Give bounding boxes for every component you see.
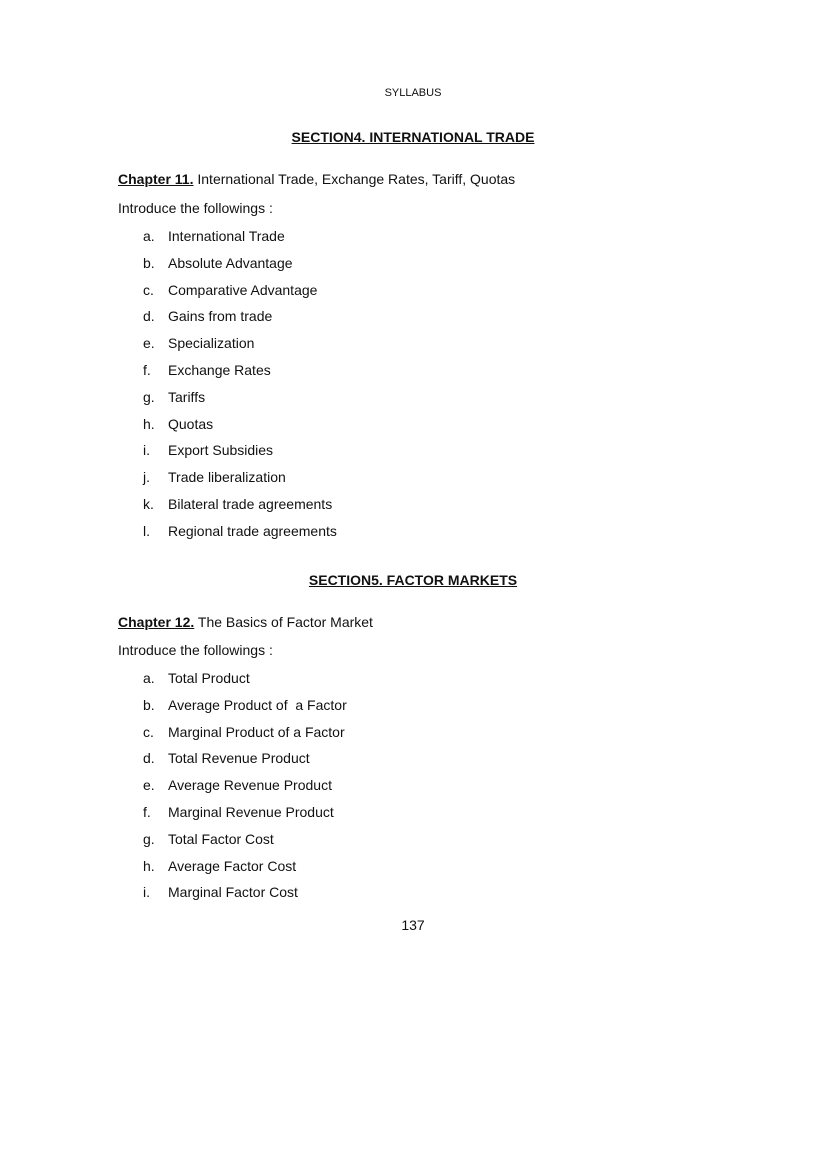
list-item [0, 388, 826, 415]
list-item [0, 361, 826, 388]
list-item-text: Regional trade agreements [168, 522, 337, 539]
list-item-text: Average Factor Cost [168, 857, 297, 874]
list-item [0, 254, 826, 281]
list-item-text: Marginal Factor Cost [168, 884, 298, 901]
chapter-heading [118, 170, 515, 188]
chapter-heading [118, 613, 373, 631]
list-item [0, 522, 826, 549]
list-item [0, 334, 826, 361]
list-marker: f. [143, 361, 151, 378]
section-title: SECTION5. FACTOR MARKETS [308, 572, 518, 588]
list-item [0, 307, 826, 334]
chapter-label: Chapter 12. [118, 614, 195, 630]
list-item [0, 495, 826, 522]
list-marker: d. [143, 750, 155, 767]
list-item-text: Absolute Advantage [168, 254, 293, 271]
intro-text: Introduce the followings : [118, 642, 273, 658]
list-marker: i. [143, 884, 150, 901]
list-item-text: Gains from trade [168, 308, 273, 325]
list-item-text: Total Revenue Product [168, 750, 310, 767]
list-marker: d. [143, 308, 155, 325]
list-item-text: Total Factor Cost [168, 830, 274, 847]
list-marker: f. [143, 803, 151, 820]
intro-text: Introduce the followings : [118, 200, 273, 216]
list-marker: a. [143, 670, 155, 686]
list-item [0, 468, 826, 495]
list-item-text: Bilateral trade agreements [168, 495, 333, 512]
list-marker: j. [143, 469, 150, 486]
list-item-text: Average Revenue Product [168, 777, 332, 794]
list-item [0, 803, 826, 830]
section-title: SECTION4. INTERNATIONAL TRADE [291, 129, 535, 145]
list-item-text: Specialization [168, 335, 255, 352]
list-item [0, 441, 826, 468]
list-item-text: Tariffs [168, 388, 206, 405]
list-item [0, 857, 826, 884]
list-item-text: Exchange Rates [168, 361, 271, 378]
list-marker: l. [143, 522, 150, 539]
list-marker: h. [143, 857, 155, 874]
list-marker: c. [143, 723, 154, 740]
list-marker: b. [143, 254, 155, 271]
list-item [0, 883, 826, 910]
list-marker: b. [143, 696, 155, 713]
list-item-text: Total Product [168, 670, 250, 686]
page-number: 137 [401, 917, 425, 933]
list-marker: e. [143, 777, 155, 794]
list-marker: g. [143, 388, 155, 405]
page-header: SYLLABUS [384, 87, 442, 99]
list-item [0, 776, 826, 803]
list-item-text: Comparative Advantage [168, 281, 318, 298]
list-item-text: Export Subsidies [168, 442, 274, 459]
list-marker: a. [143, 228, 155, 244]
chapter-label: Chapter 11. [118, 171, 194, 187]
list-marker: k. [143, 495, 154, 512]
list-marker: i. [143, 442, 150, 459]
list-item [0, 669, 826, 696]
list-item [0, 281, 826, 308]
list-item [0, 749, 826, 776]
list-item [0, 227, 826, 254]
topic-list [0, 227, 826, 549]
list-item-text: Trade liberalization [168, 469, 286, 486]
list-marker: g. [143, 830, 155, 847]
topic-list [0, 669, 826, 910]
list-marker: c. [143, 281, 154, 298]
list-item-text: Average Product of a Factor [168, 696, 347, 713]
chapter-title: The Basics of Factor Market [197, 614, 373, 630]
list-marker: e. [143, 335, 155, 352]
list-item-text: Marginal Product of a Factor [168, 723, 345, 740]
list-item-text: Quotas [168, 415, 214, 432]
list-item-text: Marginal Revenue Product [168, 803, 334, 820]
list-item [0, 415, 826, 442]
list-item [0, 830, 826, 857]
list-item-text: International Trade [168, 228, 285, 244]
chapter-title: International Trade, Exchange Rates, Tariff, Quotas [197, 171, 516, 187]
list-item [0, 723, 826, 750]
list-item [0, 696, 826, 723]
list-marker: h. [143, 415, 155, 432]
